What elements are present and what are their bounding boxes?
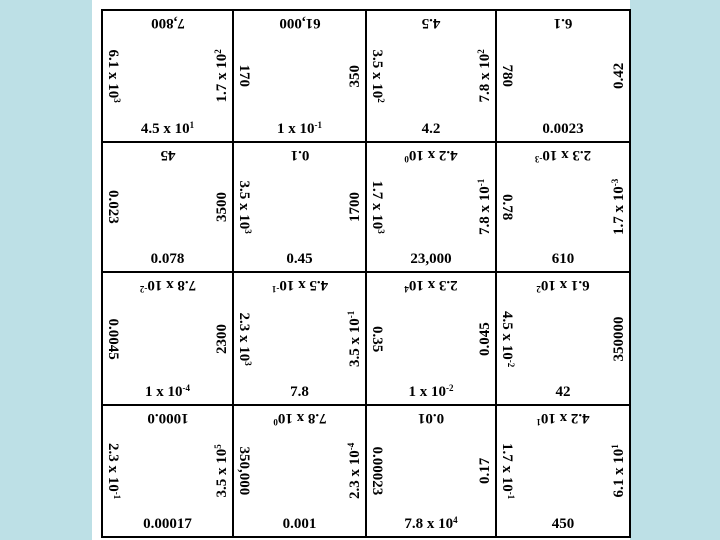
card-left-value: 0.78 bbox=[499, 194, 515, 221]
puzzle-card bbox=[497, 406, 629, 536]
puzzle-card bbox=[103, 11, 234, 143]
card-right-value: 6.1 x $10^1$ bbox=[610, 444, 627, 498]
card-bottom-value: 0.45 bbox=[286, 251, 313, 267]
card-left-value: 780 bbox=[499, 64, 515, 87]
card-left-value: 6.1 x $10^3$ bbox=[105, 49, 122, 103]
card-top-value: 4.5 x $10^{-1}$ bbox=[271, 277, 328, 294]
puzzle-card bbox=[234, 11, 367, 143]
card-bottom-value: 0.001 bbox=[282, 516, 317, 532]
card-right-value: 1700 bbox=[347, 192, 363, 222]
card-bottom-value: 23,000 bbox=[410, 251, 452, 267]
card-right-value: 1.7 x $10^2$ bbox=[213, 49, 230, 103]
card-top-value: 2.3 x $10^{-3}$ bbox=[534, 147, 592, 164]
card-right-value: 2.3 x $10^{-4}$ bbox=[346, 442, 363, 499]
card-top-value: 7,800 bbox=[150, 15, 185, 31]
card-right-value: 3.5 x $10^{-1}$ bbox=[346, 310, 363, 367]
card-top-value: 4.2 x $10^1$ bbox=[536, 410, 590, 427]
card-right-value: 350000 bbox=[611, 316, 627, 361]
puzzle-grid bbox=[101, 9, 631, 538]
card-bottom-value: 0.00017 bbox=[143, 516, 192, 532]
puzzle-card bbox=[103, 143, 234, 273]
card-right-value: 350 bbox=[347, 65, 363, 88]
card-top-value: 6.1 bbox=[553, 15, 573, 31]
card-left-value: 0.0045 bbox=[105, 318, 121, 360]
puzzle-card bbox=[497, 11, 629, 143]
puzzle-card bbox=[367, 143, 497, 273]
card-bottom-value: 1 x $10^{-1}$ bbox=[277, 120, 322, 137]
card-left-value: 3.5 x $10^3$ bbox=[236, 180, 253, 234]
card-right-value: 3500 bbox=[214, 192, 230, 222]
card-left-value: 350,000 bbox=[236, 446, 252, 496]
card-top-value: 6.1 x $10^2$ bbox=[536, 277, 590, 294]
card-left-value: 0.023 bbox=[105, 190, 121, 224]
card-top-value: 0.1 bbox=[290, 147, 309, 163]
card-left-value: 170 bbox=[236, 64, 252, 87]
card-top-value: 1000.0 bbox=[146, 410, 189, 426]
puzzle-card bbox=[367, 11, 497, 143]
card-bottom-value: 0.078 bbox=[150, 251, 185, 267]
card-bottom-value: 42 bbox=[555, 384, 571, 400]
card-bottom-value: 4.2 bbox=[421, 121, 441, 137]
card-right-value: 7.8 x $10^{-1}$ bbox=[476, 178, 493, 235]
card-right-value: 2300 bbox=[214, 323, 230, 354]
card-top-value: 4.5 bbox=[421, 15, 441, 31]
puzzle-card bbox=[234, 406, 367, 536]
card-left-value: 2.3 x $10^{-1}$ bbox=[105, 443, 122, 500]
card-left-value: 3.5 x $10^2$ bbox=[369, 49, 386, 103]
puzzle-card bbox=[367, 406, 497, 536]
card-bottom-value: 1 x $10^{-2}$ bbox=[408, 383, 454, 400]
card-right-value: 0.42 bbox=[611, 62, 627, 89]
card-bottom-value: 7.8 x $10^4$ bbox=[404, 515, 458, 532]
card-top-value: 61,000 bbox=[278, 15, 321, 31]
card-right-value: 3.5 x $10^5$ bbox=[213, 444, 230, 498]
card-bottom-value: 7.8 bbox=[290, 384, 309, 400]
card-right-value: 0.045 bbox=[477, 321, 493, 356]
card-top-value: 45 bbox=[160, 147, 175, 163]
card-bottom-value: 1 x $10^{-4}$ bbox=[145, 383, 190, 400]
card-right-value: 0.17 bbox=[477, 457, 493, 484]
puzzle-card bbox=[367, 273, 497, 406]
card-left-value: 1.7 x $10^{-1}$ bbox=[499, 443, 516, 500]
card-bottom-value: 0.0023 bbox=[542, 121, 584, 137]
card-left-value: 0.35 bbox=[369, 325, 385, 352]
card-bottom-value: 610 bbox=[551, 251, 575, 267]
card-top-value: 0.01 bbox=[417, 410, 445, 426]
card-right-value: 1.7 x $10^{-3}$ bbox=[610, 178, 627, 235]
card-left-value: 2.3 x $10^3$ bbox=[236, 312, 253, 366]
card-left-value: 1.7 x $10^3$ bbox=[369, 180, 386, 234]
puzzle-card bbox=[234, 143, 367, 273]
card-left-value: 4.5 x $10^{-2}$ bbox=[499, 310, 516, 367]
puzzle-card bbox=[234, 273, 367, 406]
puzzle-card bbox=[103, 406, 234, 536]
card-left-value: 0.00023 bbox=[369, 446, 385, 496]
puzzle-card bbox=[497, 273, 629, 406]
card-bottom-value: 4.5 x $10^1$ bbox=[140, 120, 195, 137]
card-top-value: 7.8 x $10^0$ bbox=[272, 410, 327, 427]
puzzle-card bbox=[497, 143, 629, 273]
card-top-value: 4.2 x $10^0$ bbox=[404, 147, 458, 164]
card-top-value: 7.8 x $10^{-2}$ bbox=[139, 277, 196, 294]
card-bottom-value: 450 bbox=[551, 516, 575, 532]
puzzle-card bbox=[103, 273, 234, 406]
card-top-value: 2.3 x $10^4$ bbox=[404, 277, 458, 294]
card-right-value: 7.8 x $10^2$ bbox=[476, 49, 493, 103]
